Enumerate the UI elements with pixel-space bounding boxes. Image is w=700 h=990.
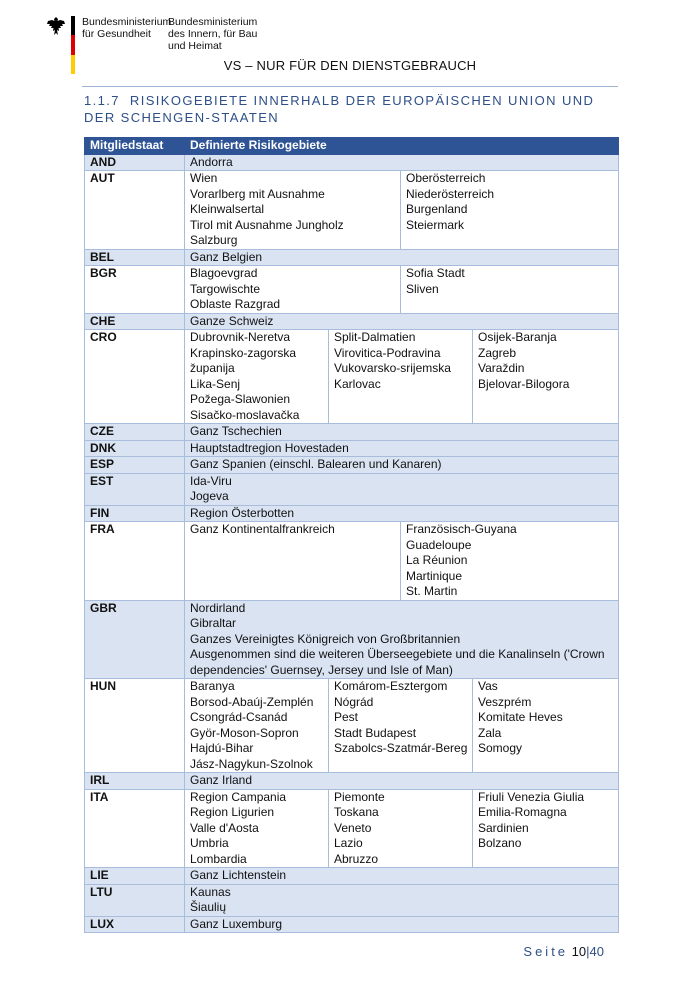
region-name: Ganz Kontinentalfrankreich <box>190 522 335 536</box>
region-name: Lazio <box>334 836 363 850</box>
region-name: Ganz Lichtenstein <box>190 868 287 882</box>
region-name: Ida-Viru <box>190 473 232 488</box>
region-name: Veszprém <box>478 694 532 709</box>
region-name: Wien <box>190 171 218 185</box>
region-name: Kaunas <box>190 884 231 899</box>
region-name: Emilia-Romagna <box>478 805 567 819</box>
region-name: Martinique <box>406 568 463 583</box>
region-cell <box>329 330 473 424</box>
region-name: Ganz Spanien (einschl. Balearen und Kanaren) <box>190 457 442 471</box>
page-footer <box>523 944 604 959</box>
region-name: Bolzano <box>478 836 522 850</box>
region-name: Ganz Irland <box>190 773 253 787</box>
region-name: Ganz Luxemburg <box>190 916 283 931</box>
region-cell <box>185 440 619 457</box>
region-name: Valle d'Aosta <box>190 820 259 835</box>
page-separator: | <box>586 944 590 959</box>
region-name: Ganz Tschechien <box>190 424 282 438</box>
page-total: 40 <box>589 944 604 959</box>
region-name: Nógrád <box>334 694 374 709</box>
country-code-cell: CRO <box>85 330 185 424</box>
table-row <box>85 424 619 441</box>
table-row <box>85 916 619 933</box>
table-header-row <box>85 138 619 155</box>
header-divider <box>82 86 618 87</box>
region-name: Französisch-Guyana <box>406 522 517 536</box>
region-name: Varaždin <box>478 361 525 375</box>
region-name: Tirol mit Ausnahme Jungholz <box>190 217 344 232</box>
region-name: Salzburg <box>190 233 238 247</box>
region-cell <box>473 330 619 424</box>
region-name: Ganz Belgien <box>190 249 263 264</box>
region-name: Szabolcs-Szatmár-Bereg <box>334 741 468 755</box>
table-row <box>85 473 619 505</box>
region-name: Region Österbotten <box>190 505 295 520</box>
region-name: Region Campania <box>190 789 287 804</box>
region-name: Stadt Budapest <box>334 725 417 740</box>
region-name: Györ-Moson-Sopron <box>190 725 299 740</box>
region-name: Csongrád-Csanád <box>190 710 288 724</box>
country-code-cell: CZE <box>85 424 185 441</box>
region-name: Steiermark <box>406 217 465 232</box>
table-row <box>85 266 619 314</box>
section-number: 1.1.7 <box>84 93 120 108</box>
region-cell <box>329 789 473 868</box>
region-name: Lombardia <box>190 851 247 866</box>
risk-areas-table <box>84 137 619 933</box>
region-name: Friuli Venezia Giulia <box>478 789 585 804</box>
country-code-cell: AND <box>85 154 185 171</box>
region-cell <box>185 154 619 171</box>
flag-stripe-red <box>71 35 75 54</box>
region-name: Split-Dalmatien <box>334 330 416 344</box>
region-name: Sliven <box>406 281 439 296</box>
region-cell <box>185 868 619 885</box>
country-code-cell: CHE <box>85 313 185 330</box>
table-row <box>85 679 619 773</box>
region-cell <box>401 522 619 601</box>
country-code-cell: AUT <box>85 171 185 250</box>
region-name: Ausgenommen sind die weiteren Überseegebiete und die Kanalinseln ('Crown dependencies' Guernsey, Jersey und Isle of Man) <box>190 647 605 677</box>
region-name: Borsod-Abaúj-Zemplén <box>190 694 314 709</box>
region-cell <box>185 522 401 601</box>
country-code-cell: GBR <box>85 600 185 679</box>
ministry-interior-name: Bundesministerium des Innern, für Bau und Heimat <box>168 16 258 52</box>
flag-stripe-black <box>71 16 75 35</box>
table-row <box>85 600 619 679</box>
country-code-cell: FRA <box>85 522 185 601</box>
region-name: La Réunion <box>406 553 468 567</box>
region-name: Andorra <box>190 154 233 169</box>
country-code-cell: LIE <box>85 868 185 885</box>
classification-marking: VS – NUR FÜR DEN DIENSTGEBRAUCH <box>223 58 477 73</box>
region-name: Nordirland <box>190 600 246 615</box>
table-row <box>85 868 619 885</box>
region-name: St. Martin <box>406 584 458 598</box>
region-name: Guadeloupe <box>406 537 472 552</box>
table-row <box>85 522 619 601</box>
table-row <box>85 773 619 790</box>
region-name: Region Ligurien <box>190 805 275 819</box>
region-name: Toskana <box>334 805 379 819</box>
country-code-cell: DNK <box>85 440 185 457</box>
region-name: Komárom-Esztergom <box>334 679 448 693</box>
region-cell <box>185 330 329 424</box>
country-code-cell: ITA <box>85 789 185 868</box>
region-name: Pest <box>334 710 359 724</box>
region-name: Kleinwalsertal <box>190 202 265 216</box>
region-name: Komitate Heves <box>478 710 563 724</box>
region-name: Vas <box>478 679 498 693</box>
region-name: Jász-Nagykun-Szolnok <box>190 756 313 771</box>
table-row <box>85 789 619 868</box>
region-name: Karlovac <box>334 376 381 391</box>
region-cell <box>185 773 619 790</box>
country-code-cell: ESP <box>85 457 185 474</box>
region-name: Veneto <box>334 820 372 835</box>
region-name: Osijek-Baranja <box>478 330 557 344</box>
region-cell <box>185 600 619 679</box>
table-row <box>85 249 619 266</box>
country-code-cell: HUN <box>85 679 185 773</box>
region-name: Jogeva <box>190 489 229 503</box>
section-title: RISIKOGEBIETE INNERHALB DER EUROPÄISCHEN UNION UND DER SCHENGEN-STAATEN <box>84 93 595 125</box>
region-name: Šiaulių <box>190 900 227 914</box>
table-row <box>85 457 619 474</box>
region-cell <box>473 789 619 868</box>
region-name: Zala <box>478 725 502 740</box>
region-cell <box>185 789 329 868</box>
region-name: Niederösterreich <box>406 186 495 201</box>
country-code-cell: LUX <box>85 916 185 933</box>
table-row <box>85 884 619 916</box>
region-name: Targowischte <box>190 281 261 296</box>
region-name: Krapinsko-zagorska <box>190 345 297 360</box>
region-name: Lika-Senj <box>190 376 241 391</box>
table-row <box>85 154 619 171</box>
country-code-cell: BEL <box>85 249 185 266</box>
region-cell <box>185 249 619 266</box>
region-cell <box>185 473 619 505</box>
region-name: Umbria <box>190 836 229 850</box>
section-heading <box>84 92 618 126</box>
ministry-health-name: Bundesministerium für Gesundheit <box>82 16 172 40</box>
region-name: Ganze Schweiz <box>190 313 274 328</box>
region-cell <box>185 313 619 330</box>
region-cell <box>185 266 401 314</box>
region-cell <box>185 457 619 474</box>
region-cell <box>185 679 329 773</box>
region-name: Ganzes Vereinigtes Königreich von Großbritannien <box>190 631 461 646</box>
region-name: Virovitica-Podravina <box>334 345 441 360</box>
region-cell <box>473 679 619 773</box>
table-row <box>85 313 619 330</box>
table-row <box>85 505 619 522</box>
page-label: Seite <box>523 944 569 959</box>
region-cell <box>185 171 401 250</box>
region-cell <box>329 679 473 773</box>
region-name: Blagoevgrad <box>190 266 258 280</box>
region-name: Oblaste Razgrad <box>190 297 281 311</box>
region-cell <box>401 171 619 250</box>
region-name: Oberösterreich <box>406 171 486 185</box>
table-row <box>85 330 619 424</box>
region-name: Dubrovnik-Neretva <box>190 330 291 344</box>
region-name: Zagreb <box>478 345 517 360</box>
federal-eagle-icon <box>46 16 66 38</box>
region-cell <box>185 505 619 522</box>
region-name: Somogy <box>478 741 523 755</box>
region-name: Vorarlberg mit Ausnahme <box>190 186 325 201</box>
region-name: Bjelovar-Bilogora <box>478 376 570 391</box>
country-code-cell: LTU <box>85 884 185 916</box>
region-cell <box>185 884 619 916</box>
region-name: Abruzzo <box>334 851 379 866</box>
region-cell <box>185 424 619 441</box>
region-name: Gibraltar <box>190 616 237 630</box>
region-name: Požega-Slawonien <box>190 392 291 406</box>
country-code-cell: IRL <box>85 773 185 790</box>
table-row <box>85 171 619 250</box>
column-header-risk-areas: Definierte Risikogebiete <box>185 138 619 155</box>
table-body <box>85 154 619 933</box>
region-name: županija <box>190 361 235 375</box>
region-name: Piemonte <box>334 789 385 804</box>
country-code-cell: BGR <box>85 266 185 314</box>
column-header-member-state: Mitgliedstaat <box>85 138 185 155</box>
region-name: Hauptstadtregion Hovestaden <box>190 440 349 455</box>
region-name: Baranya <box>190 679 235 693</box>
region-name: Burgenland <box>406 202 468 216</box>
country-code-cell: FIN <box>85 505 185 522</box>
region-cell <box>401 266 619 314</box>
country-code-cell: EST <box>85 473 185 505</box>
region-name: Sisačko-moslavačka <box>190 407 300 422</box>
table-row <box>85 440 619 457</box>
region-name: Hajdú-Bihar <box>190 741 254 755</box>
region-name: Vukovarsko-srijemska <box>334 361 451 375</box>
region-name: Sofia Stadt <box>406 266 465 280</box>
page-number: 10 <box>571 944 587 959</box>
region-cell <box>185 916 619 933</box>
region-name: Sardinien <box>478 820 529 835</box>
